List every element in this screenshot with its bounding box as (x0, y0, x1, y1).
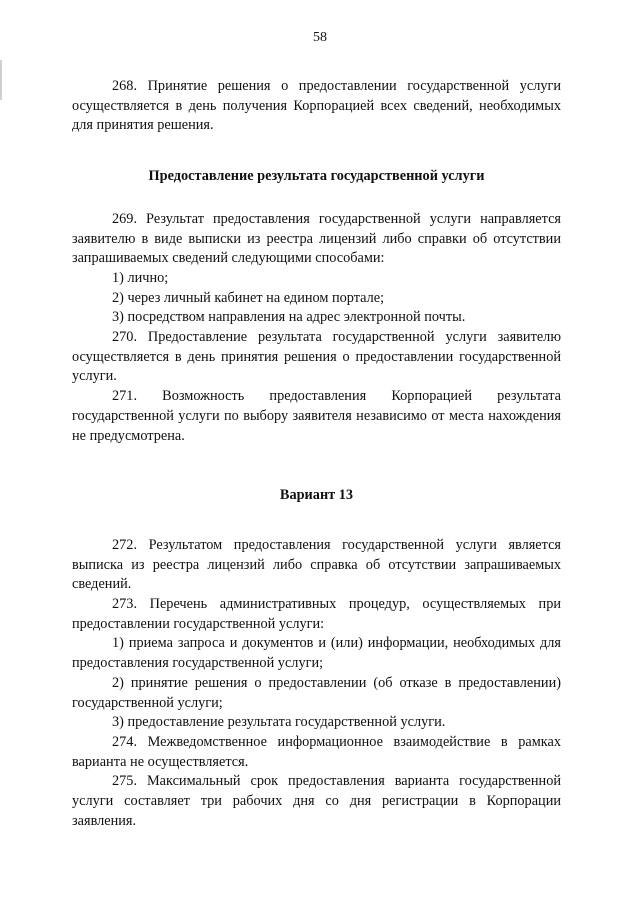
paragraph-269: 269. Результат предоставления государственной услуги направляется заявителю в виде выписки из реестра лицензий либо справки об отсутствии запрашиваемых сведений следующими способами: (72, 210, 561, 267)
page-number: 58 (313, 30, 327, 45)
section-heading-variant-13: Вариант 13 (279, 487, 354, 504)
paragraph-268: 268. Принятие решения о предоставлении государственной услуги осуществляется в день получения Корпорацией всех сведений, необходимых для принятия решения. (72, 78, 561, 134)
list-item: 1) лично; (112, 269, 169, 286)
paragraph-271: 271. Возможность предоставления Корпорацией результата государственной услуги по выбору заявителя независимо от места нахождения не предусмотрена. (72, 388, 561, 444)
paragraph-275: 275. Максимальный срок предоставления варианта государственной услуги составляет три рабочих дня со дня регистрации в Корпорации заявления. (72, 773, 561, 829)
list-item: 3) посредством направления на адрес электронной почты. (112, 309, 466, 326)
scan-edge-mark (0, 60, 2, 100)
list-item: 2) через личный кабинет на едином портале; (112, 289, 385, 306)
paragraph-273: 273. Перечень административных процедур, осуществляемых при предоставлении государственной услуги: (72, 596, 561, 632)
page-content (72, 77, 561, 832)
list-item: 3) предоставление результата государственной услуги. (112, 714, 446, 731)
paragraph-272: 272. Результатом предоставления государственной услуги является выписка из реестра лицензий либо справка об отсутствии запрашиваемых сведений. (72, 536, 561, 593)
paragraph-274: 274. Межведомственное информационное взаимодействие в рамках варианта не осуществляется. (72, 733, 561, 770)
section-heading-result: Предоставление результата государственной услуги (148, 168, 485, 185)
list-item: 2) принятие решения о предоставлении (об отказе в предоставлении) государственной услуги; (72, 674, 561, 711)
list-item: 1) приема запроса и документов и (или) информации, необходимых для предоставления государственной услуги; (72, 635, 561, 672)
paragraph-270: 270. Предоставление результата государственной услуги заявителю осуществляется в день принятия решения о предоставлении государственной услуги. (72, 329, 561, 385)
